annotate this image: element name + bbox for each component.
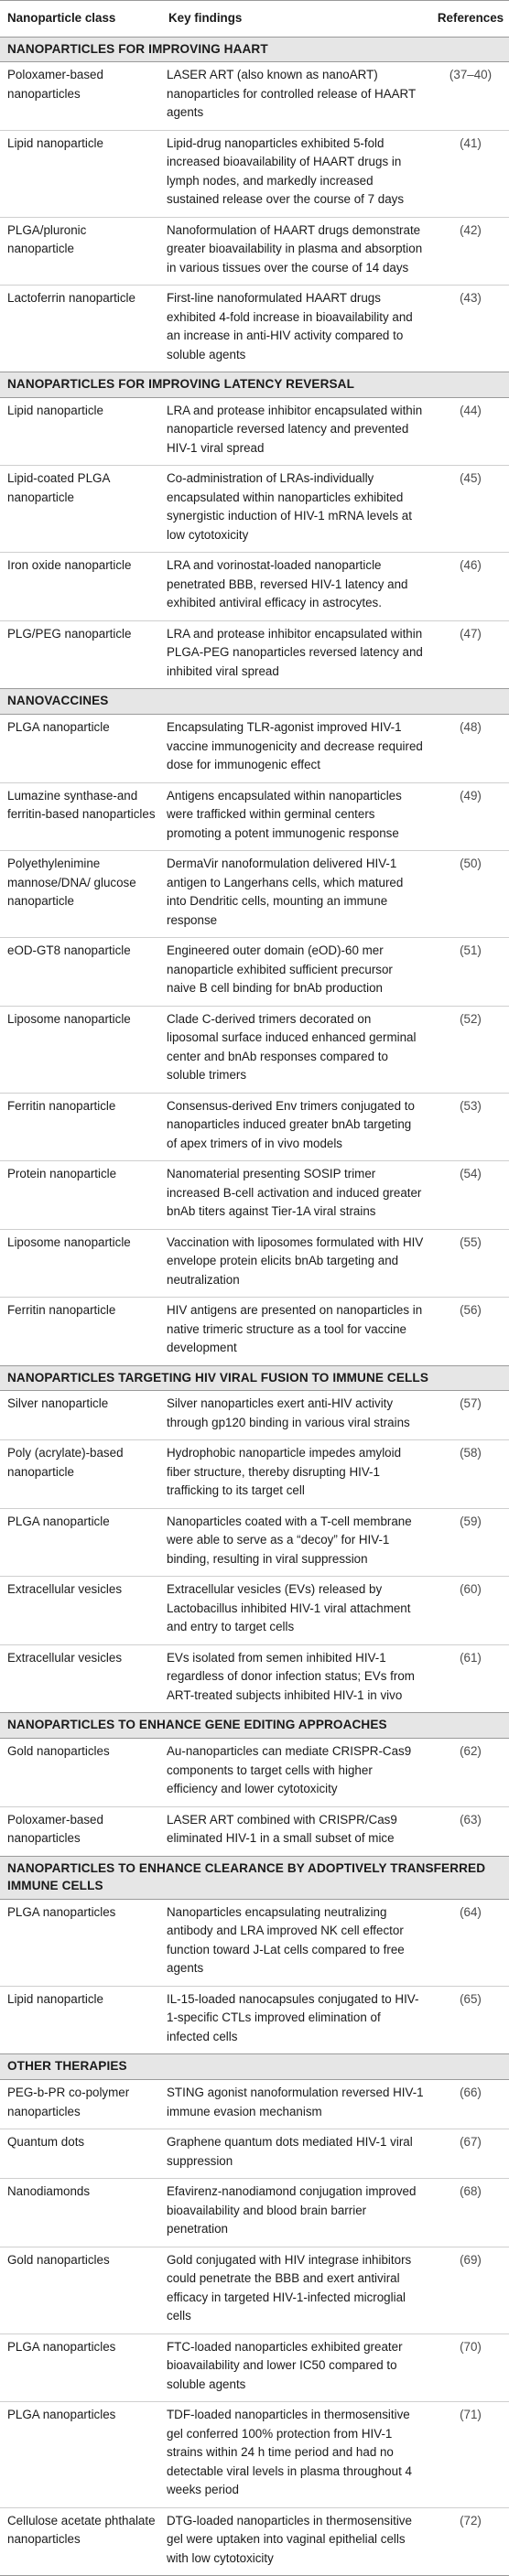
cell-nanoparticle-class: PLGA nanoparticles — [0, 1899, 161, 1986]
cell-reference: (44) — [432, 397, 509, 466]
table-row — [0, 397, 509, 466]
cell-key-finding: Encapsulating TLR-agonist improved HIV-1 vaccine immunogenicity and decrease required dose for immunogenic effect — [161, 715, 432, 783]
section-header-row — [0, 689, 509, 715]
section-header-row — [0, 1713, 509, 1739]
cell-reference: (58) — [432, 1440, 509, 1509]
table-row — [0, 1644, 509, 1713]
table-row — [0, 553, 509, 621]
cell-reference: (68) — [432, 2179, 509, 2247]
cell-nanoparticle-class: PEG-b-PR co-polymer nanoparticles — [0, 2080, 161, 2129]
cell-nanoparticle-class: Lipid-coated PLGA nanoparticle — [0, 466, 161, 553]
cell-key-finding: Nanoparticles coated with a T-cell membrane were able to serve as a “decoy” for HIV-1 binding, resulting in viral suppression — [161, 1508, 432, 1577]
table-row — [0, 2247, 509, 2333]
cell-key-finding: LRA and vorinostat-loaded nanoparticle penetrated BBB, reversed HIV-1 latency and exhibited antiviral efficacy in astrocytes. — [161, 553, 432, 621]
table-row — [0, 1440, 509, 1509]
cell-nanoparticle-class: PLGA nanoparticle — [0, 715, 161, 783]
table-row — [0, 620, 509, 689]
table-row — [0, 1577, 509, 1645]
section-title: NANOPARTICLES TO ENHANCE CLEARANCE BY ADOPTIVELY TRANSFERRED IMMUNE CELLS — [0, 1856, 509, 1899]
cell-key-finding: EVs isolated from semen inhibited HIV-1 regardless of donor infection status; EVs from ART-treated subjects inhibited HIV-1 in vivo — [167, 1650, 415, 1702]
section-title: NANOPARTICLES FOR IMPROVING LATENCY REVERSAL — [0, 372, 509, 398]
cell-key-finding: Nanoformulation of HAART drugs demonstrate greater bioavailability in plasma and absorption in various tissues over the course of 14 days — [161, 217, 432, 286]
cell-reference: (56) — [460, 1303, 482, 1318]
cell-key-finding: Engineered outer domain (eOD)-60 mer nanoparticle exhibited sufficient precursor naive B cell binding for bnAb production — [161, 938, 432, 1007]
section-header-row — [0, 1365, 509, 1391]
section-title: NANOPARTICLES FOR IMPROVING HAART — [0, 37, 509, 62]
section-title: NANOPARTICLES TO ENHANCE GENE EDITING APPROACHES — [0, 1713, 509, 1739]
cell-reference: (72) — [432, 2507, 509, 2576]
cell-key-finding: Consensus-derived Env trimers conjugated to nanoparticles induced greater bnAb targeting of apex trimers of in vivo models — [161, 1093, 432, 1161]
cell-reference: (42) — [432, 217, 509, 286]
section-header-row — [0, 372, 509, 398]
cell-nanoparticle-class: Silver nanoparticle — [0, 1391, 161, 1440]
cell-key-finding: Au-nanoparticles can mediate CRISPR-Cas9 components to target cells with higher efficiency and lower cytotoxicity — [161, 1739, 432, 1807]
table-row — [0, 1508, 509, 1577]
table-row — [0, 1229, 509, 1298]
cell-key-finding: Vaccination with liposomes formulated with HIV envelope protein elicits bnAb targeting and neutralization — [161, 1229, 432, 1298]
table-row — [0, 1806, 509, 1856]
table-row — [0, 2080, 509, 2129]
cell-nanoparticle-class: eOD-GT8 nanoparticle — [0, 938, 161, 1007]
cell-nanoparticle-class: Ferritin nanoparticle — [7, 1303, 116, 1318]
table-row — [0, 286, 509, 372]
header-references: References — [432, 1, 509, 38]
cell-nanoparticle-class: Quantum dots — [0, 2129, 161, 2179]
table-row — [0, 1391, 509, 1440]
cell-key-finding: HIV antigens are presented on nanoparticles in native trimeric structure as a tool for vaccine development — [167, 1303, 423, 1355]
table-row — [0, 938, 509, 1007]
table-header — [0, 1, 509, 38]
cell-reference: (66) — [432, 2080, 509, 2129]
header-row — [0, 1, 509, 38]
cell-reference: (67) — [432, 2129, 509, 2179]
cell-reference: (62) — [432, 1739, 509, 1807]
cell-key-finding: Nanomaterial presenting SOSIP trimer increased B-cell activation and induced greater bnAb titers against Tier-1A viral strains — [161, 1161, 432, 1230]
cell-reference: (53) — [432, 1093, 509, 1161]
section-title: NANOVACCINES — [0, 689, 509, 715]
section-title: NANOPARTICLES TARGETING HIV VIRAL FUSION TO IMMUNE CELLS — [0, 1365, 509, 1391]
cell-nanoparticle-class: Gold nanoparticles — [0, 2247, 161, 2333]
section-header-row — [0, 37, 509, 62]
cell-nanoparticle-class: PLGA/pluronic nanoparticle — [0, 217, 161, 286]
cell-key-finding: Extracellular vesicles (EVs) released by Lactobacillus inhibited HIV-1 viral attachment and entry to target cells — [161, 1577, 432, 1645]
header-nanoparticle-class: Nanoparticle class — [0, 1, 161, 38]
table-row — [0, 1986, 509, 2054]
cell-nanoparticle-class: Lipid nanoparticle — [0, 397, 161, 466]
table-row — [0, 130, 509, 217]
cell-key-finding: First-line nanoformulated HAART drugs exhibited 4-fold increase in bioavailability and an increase in anti-HIV activity compared to soluble agents — [167, 291, 413, 361]
cell-reference: (54) — [432, 1161, 509, 1230]
cell-key-finding: STING agonist nanoformulation reversed HIV-1 immune evasion mechanism — [161, 2080, 432, 2129]
cell-nanoparticle-class: Ferritin nanoparticle — [0, 1093, 161, 1161]
cell-nanoparticle-class: Poloxamer-based nanoparticles — [7, 1812, 103, 1846]
cell-reference: (55) — [432, 1229, 509, 1298]
cell-key-finding: Hydrophobic nanoparticle impedes amyloid fiber structure, thereby disrupting HIV-1 trafficking to its target cell — [161, 1440, 432, 1509]
cell-reference: (52) — [432, 1006, 509, 1093]
cell-nanoparticle-class: Poloxamer-based nanoparticles — [0, 62, 161, 131]
cell-key-finding: IL-15-loaded nanocapsules conjugated to HIV-1-specific CTLs improved elimination of infected cells — [167, 1991, 419, 2043]
cell-nanoparticle-class: Iron oxide nanoparticle — [0, 553, 161, 621]
cell-key-finding: DTG-loaded nanoparticles in thermosensitive gel were uptaken into vaginal epithelial cells with low cytotoxicity — [161, 2507, 432, 2576]
cell-reference: (46) — [432, 553, 509, 621]
cell-nanoparticle-class: Liposome nanoparticle — [0, 1006, 161, 1093]
cell-reference: (45) — [432, 466, 509, 553]
table-row — [0, 1899, 509, 1986]
cell-nanoparticle-class: Cellulose acetate phthalate nanoparticles — [0, 2507, 161, 2576]
cell-key-finding: LASER ART combined with CRISPR/Cas9 eliminated HIV-1 in a small subset of mice — [167, 1812, 397, 1846]
cell-nanoparticle-class: Lumazine synthase-and ferritin-based nanoparticles — [0, 782, 161, 851]
cell-key-finding: Efavirenz-nanodiamond conjugation improved bioavailability and blood brain barrier penetration — [161, 2179, 432, 2247]
cell-nanoparticle-class: PLGA nanoparticles — [0, 2402, 161, 2508]
table-body — [0, 37, 509, 2576]
cell-reference: (70) — [432, 2333, 509, 2402]
cell-nanoparticle-class: Polyethylenimine mannose/DNA/ glucose nanoparticle — [0, 851, 161, 938]
table-row — [0, 217, 509, 286]
header-key-findings: Key findings — [161, 1, 432, 38]
cell-nanoparticle-class: Extracellular vesicles — [7, 1650, 123, 1665]
cell-reference: (51) — [432, 938, 509, 1007]
cell-key-finding: Graphene quantum dots mediated HIV-1 viral suppression — [161, 2129, 432, 2179]
table-row — [0, 2507, 509, 2576]
cell-nanoparticle-class: Lipid nanoparticle — [7, 1991, 103, 2006]
cell-key-finding: LASER ART (also known as nanoART) nanoparticles for controlled release of HAART agents — [161, 62, 432, 131]
cell-key-finding: DermaVir nanoformulation delivered HIV-1 antigen to Langerhans cells, which matured into Dendritic cells, mounting an immune response — [161, 851, 432, 938]
cell-reference: (71) — [432, 2402, 509, 2508]
cell-reference: (37–40) — [432, 62, 509, 131]
cell-reference: (60) — [432, 1577, 509, 1645]
cell-reference: (50) — [432, 851, 509, 938]
section-title: OTHER THERAPIES — [0, 2054, 509, 2080]
cell-nanoparticle-class: Extracellular vesicles — [0, 1577, 161, 1645]
cell-nanoparticle-class: Poly (acrylate)-based nanoparticle — [0, 1440, 161, 1509]
table-row — [0, 1161, 509, 1230]
table-row — [0, 2333, 509, 2402]
cell-reference: (57) — [432, 1391, 509, 1440]
table-row — [0, 1298, 509, 1366]
cell-nanoparticle-class: Lipid nanoparticle — [0, 130, 161, 217]
cell-nanoparticle-class: Lactoferrin nanoparticle — [7, 291, 135, 306]
cell-reference: (48) — [432, 715, 509, 783]
cell-nanoparticle-class: PLG/PEG nanoparticle — [7, 626, 132, 641]
cell-nanoparticle-class: Nanodiamonds — [0, 2179, 161, 2247]
table-row — [0, 1739, 509, 1807]
cell-reference: (59) — [432, 1508, 509, 1577]
cell-reference: (49) — [432, 782, 509, 851]
cell-key-finding: FTC-loaded nanoparticles exhibited greater bioavailability and lower IC50 compared to soluble agents — [161, 2333, 432, 2402]
table-row — [0, 2129, 509, 2179]
table-row — [0, 1006, 509, 1093]
cell-nanoparticle-class: PLGA nanoparticle — [0, 1508, 161, 1577]
cell-key-finding: Lipid-drug nanoparticles exhibited 5-fold increased bioavailability of HAART drugs in lymph nodes, and markedly increased sustained release over the course of 7 days — [161, 130, 432, 217]
cell-reference: (69) — [432, 2247, 509, 2333]
table-row — [0, 2402, 509, 2508]
cell-key-finding: LRA and protease inhibitor encapsulated within PLGA-PEG nanoparticles reversed latency and inhibited viral spread — [167, 626, 423, 678]
cell-reference: (43) — [460, 291, 482, 306]
table-row — [0, 62, 509, 131]
cell-reference: (63) — [460, 1812, 482, 1827]
table-row — [0, 715, 509, 783]
cell-reference: (61) — [460, 1650, 482, 1665]
cell-reference: (47) — [460, 626, 482, 641]
cell-key-finding: Clade C-derived trimers decorated on liposomal surface induced enhanced germinal center and bnAb responses compared to soluble trimers — [161, 1006, 432, 1093]
cell-key-finding: LRA and protease inhibitor encapsulated within nanoparticle reversed latency and prevented HIV-1 viral spread — [161, 397, 432, 466]
cell-reference: (41) — [432, 130, 509, 217]
table-row — [0, 851, 509, 938]
cell-nanoparticle-class: Gold nanoparticles — [0, 1739, 161, 1807]
cell-key-finding: Co-administration of LRAs-individually encapsulated within nanoparticles exhibited synergistic induction of HIV-1 mRNA levels at low cytotoxicity — [161, 466, 432, 553]
cell-reference: (64) — [432, 1899, 509, 1986]
table-row — [0, 466, 509, 553]
cell-key-finding: Nanoparticles encapsulating neutralizing antibody and LRA improved NK cell effector function toward J-Lat cells compared to free agents — [161, 1899, 432, 1986]
cell-reference: (65) — [460, 1991, 482, 2006]
cell-key-finding: Antigens encapsulated within nanoparticles were trafficked within germinal centers promoting a potent immunogenic response — [161, 782, 432, 851]
cell-key-finding: Silver nanoparticles exert anti-HIV activity through gp120 binding in various viral strains — [161, 1391, 432, 1440]
section-header-row — [0, 2054, 509, 2080]
cell-nanoparticle-class: Protein nanoparticle — [0, 1161, 161, 1230]
table-row — [0, 1093, 509, 1161]
section-header-row — [0, 1856, 509, 1899]
table-row — [0, 782, 509, 851]
cell-key-finding: TDF-loaded nanoparticles in thermosensitive gel conferred 100% protection from HIV-1 strains within 24 h time period and had no detectable viral levels in plasma throughout 4 weeks period — [161, 2402, 432, 2508]
cell-key-finding: Gold conjugated with HIV integrase inhibitors could penetrate the BBB and exert antiviral efficacy in targeted HIV-1-infected microglial cells — [161, 2247, 432, 2333]
cell-nanoparticle-class: PLGA nanoparticles — [0, 2333, 161, 2402]
cell-nanoparticle-class: Liposome nanoparticle — [0, 1229, 161, 1298]
table-row — [0, 2179, 509, 2247]
